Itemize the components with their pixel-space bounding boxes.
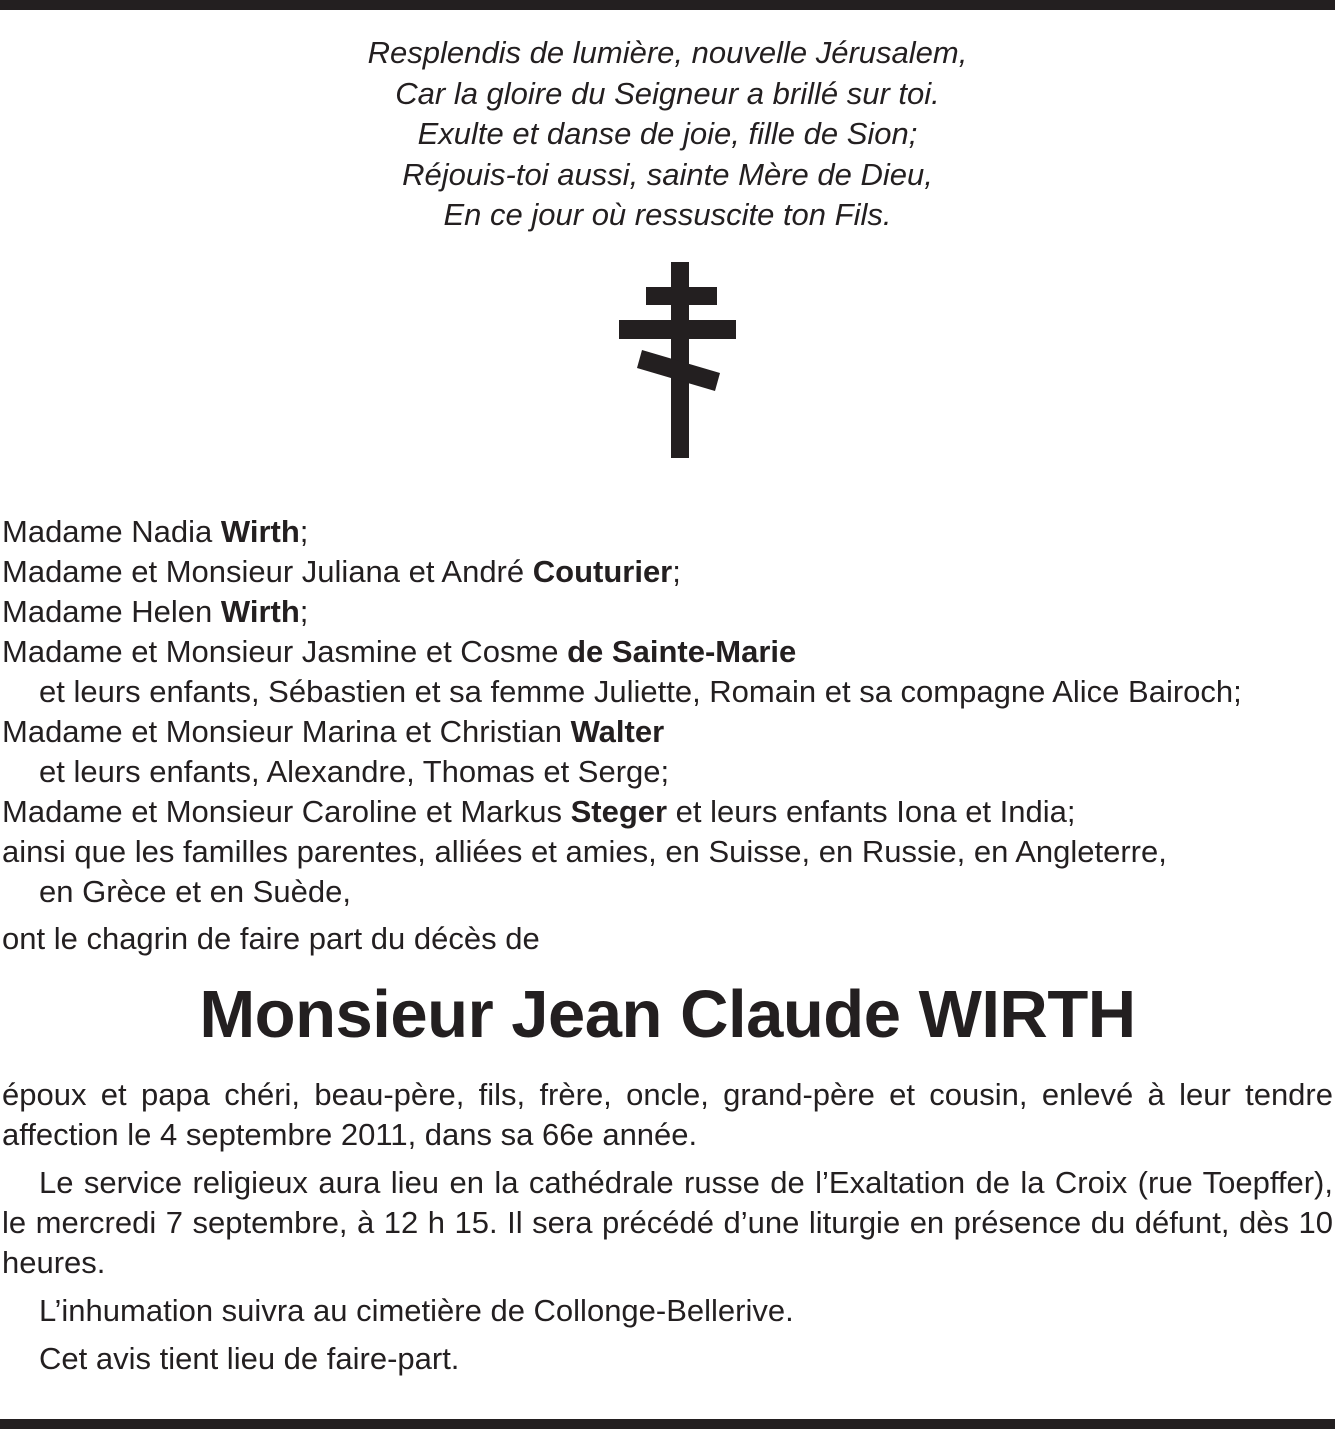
paragraph: époux et papa chéri, beau-père, fils, frère, oncle, grand-père et cousin, enlevé à leur tendre affection le 4 septembre 2011, dans sa 66e année. — [2, 1077, 1333, 1152]
family-line: en Grèce et en Suède, — [39, 874, 351, 909]
paragraph: Le service religieux aura lieu en la cathédrale russe de l’Exaltation de la Croix (rue Toepffer), le mercredi 7 septembre, à 12 h 15. Il sera précédé d’une liturgie en présence du défunt, dès 10 heures. — [2, 1165, 1333, 1280]
family-line: Madame et Monsieur Caroline et Markus Steger et leurs enfants Iona et India; — [2, 794, 1076, 829]
poem-line: Car la gloire du Seigneur a brillé sur toi. — [395, 75, 940, 111]
family-line: Madame et Monsieur Jasmine et Cosme de Sainte-Marie — [2, 634, 797, 669]
bottom-rule — [0, 1419, 1335, 1429]
obituary-body — [2, 1075, 1333, 1387]
deceased-name: Monsieur Jean Claude WIRTH — [199, 977, 1136, 1052]
poem-line: Exulte et danse de joie, fille de Sion; — [417, 116, 918, 151]
family-line: Madame Helen Wirth; — [2, 594, 309, 629]
families-list — [2, 512, 1333, 912]
family-line: Madame et Monsieur Marina et Christian Walter — [2, 714, 665, 749]
family-line: Madame Nadia Wirth; — [2, 514, 309, 549]
paragraph: L’inhumation suivra au cimetière de Collonge-Bellerive. — [39, 1293, 794, 1328]
family-line: Madame et Monsieur Juliana et André Couturier; — [2, 554, 681, 589]
family-line: et leurs enfants, Alexandre, Thomas et Serge; — [39, 754, 670, 789]
poem-line: Resplendis de lumière, nouvelle Jérusalem, — [367, 35, 968, 70]
paragraph: Cet avis tient lieu de faire-part. — [39, 1341, 460, 1376]
family-line: et leurs enfants, Sébastien et sa femme Juliette, Romain et sa compagne Alice Bairoch; — [39, 674, 1242, 709]
family-line: ainsi que les familles parentes, alliées et amies, en Suisse, en Russie, en Angleterre, — [2, 834, 1167, 869]
announcement-line: ont le chagrin de faire part du décès de — [2, 921, 540, 956]
poem-line: En ce jour où ressuscite ton Fils. — [443, 197, 892, 232]
orthodox-cross-icon — [0, 0, 1335, 470]
poem-line: Réjouis-toi aussi, sainte Mère de Dieu, — [402, 156, 933, 192]
